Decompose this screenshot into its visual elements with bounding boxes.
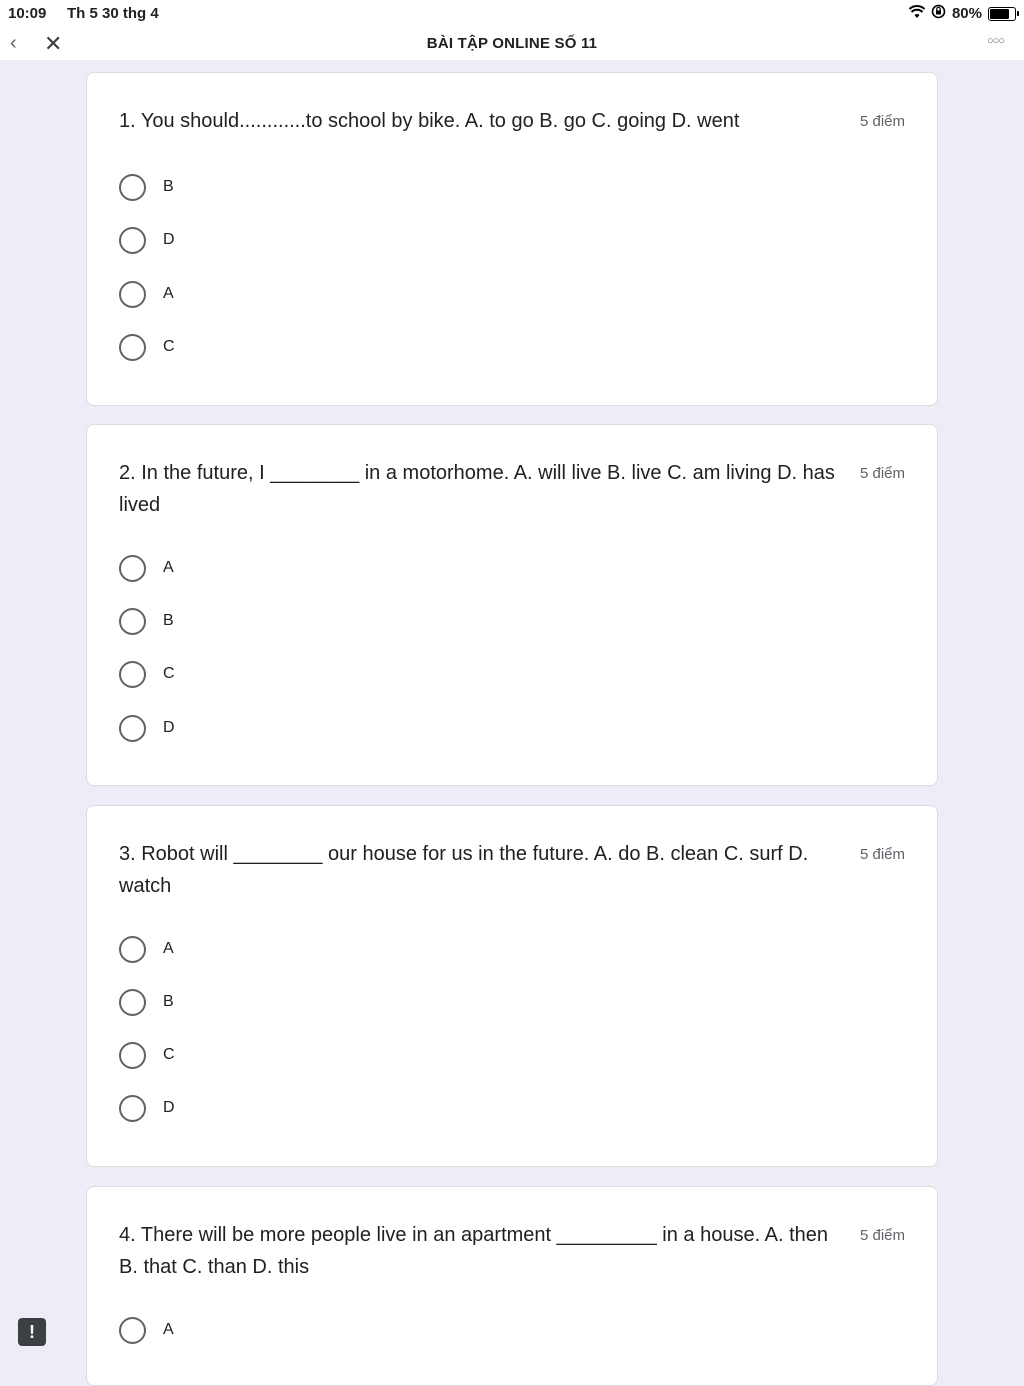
option-label: C — [163, 1046, 175, 1063]
option-radio[interactable] — [119, 553, 174, 583]
radio-circle-icon[interactable] — [119, 989, 146, 1016]
status-bar — [0, 0, 1024, 28]
question-card-4 — [86, 1186, 938, 1386]
status-right — [909, 4, 1016, 23]
radio-circle-icon[interactable] — [119, 281, 146, 308]
battery-fill — [990, 9, 1009, 19]
radio-circle-icon[interactable] — [119, 1317, 146, 1344]
radio-circle-icon[interactable] — [119, 1042, 146, 1069]
option-label: A — [163, 1321, 174, 1338]
radio-circle-icon[interactable] — [119, 334, 146, 361]
status-time: 10:09 — [8, 5, 47, 22]
option-label: D — [163, 231, 175, 248]
question-text: 4. There will be more people live in an apartment _________ in a house. A. then B. that C. than D. this — [119, 1224, 828, 1278]
radio-circle-icon[interactable] — [119, 555, 146, 582]
option-radio[interactable] — [119, 1040, 175, 1070]
option-radio[interactable] — [119, 279, 174, 309]
option-radio[interactable] — [119, 606, 174, 636]
option-label: B — [163, 993, 174, 1010]
radio-circle-icon[interactable] — [119, 715, 146, 742]
option-label: A — [163, 285, 174, 302]
option-radio[interactable] — [119, 713, 175, 743]
page-title: BÀI TẬP ONLINE SỐ 11 — [426, 35, 598, 52]
option-label: D — [163, 719, 175, 736]
wifi-icon — [909, 5, 925, 23]
option-label: C — [163, 665, 175, 682]
more-icon[interactable]: ○○○ — [987, 35, 1004, 47]
option-radio[interactable] — [119, 172, 174, 202]
report-feedback-icon[interactable]: ! — [18, 1318, 46, 1346]
option-label: B — [163, 612, 174, 629]
radio-circle-icon[interactable] — [119, 608, 146, 635]
question-card-3 — [86, 805, 938, 1167]
radio-circle-icon[interactable] — [119, 936, 146, 963]
option-radio[interactable] — [119, 1315, 174, 1345]
question-card-1 — [86, 72, 938, 406]
nav-bar — [0, 28, 1024, 60]
option-radio[interactable] — [119, 934, 174, 964]
back-icon[interactable]: ‹ — [10, 32, 17, 54]
option-radio[interactable] — [119, 987, 174, 1017]
question-points: 5 điểm — [859, 846, 905, 863]
option-radio[interactable] — [119, 1093, 175, 1123]
status-date: Th 5 30 thg 4 — [67, 5, 159, 22]
question-text: 1. You should............to school by bike. A. to go B. go C. going D. went — [119, 110, 740, 132]
radio-circle-icon[interactable] — [119, 227, 146, 254]
radio-circle-icon[interactable] — [119, 174, 146, 201]
battery-percent: 80% — [951, 5, 982, 22]
rotation-lock-icon — [931, 4, 946, 23]
option-label: B — [163, 178, 174, 195]
close-icon[interactable]: ✕ — [44, 31, 63, 56]
radio-circle-icon[interactable] — [119, 661, 146, 688]
question-points: 5 điểm — [859, 113, 905, 130]
question-text: 2. In the future, I ________ in a motorhome. A. will live B. live C. am living D. has lived — [119, 462, 835, 516]
option-label: A — [163, 940, 174, 957]
question-points: 5 điểm — [859, 1227, 905, 1244]
option-radio[interactable] — [119, 659, 175, 689]
battery-icon — [988, 7, 1016, 21]
option-radio[interactable] — [119, 225, 175, 255]
question-text: 3. Robot will ________ our house for us in the future. A. do B. clean C. surf D. watch — [119, 843, 809, 897]
option-radio[interactable] — [119, 332, 175, 362]
option-label: D — [163, 1099, 175, 1116]
option-label: A — [163, 559, 174, 576]
option-label: C — [163, 338, 175, 355]
question-points: 5 điểm — [859, 465, 905, 482]
radio-circle-icon[interactable] — [119, 1095, 146, 1122]
question-card-2 — [86, 424, 938, 786]
